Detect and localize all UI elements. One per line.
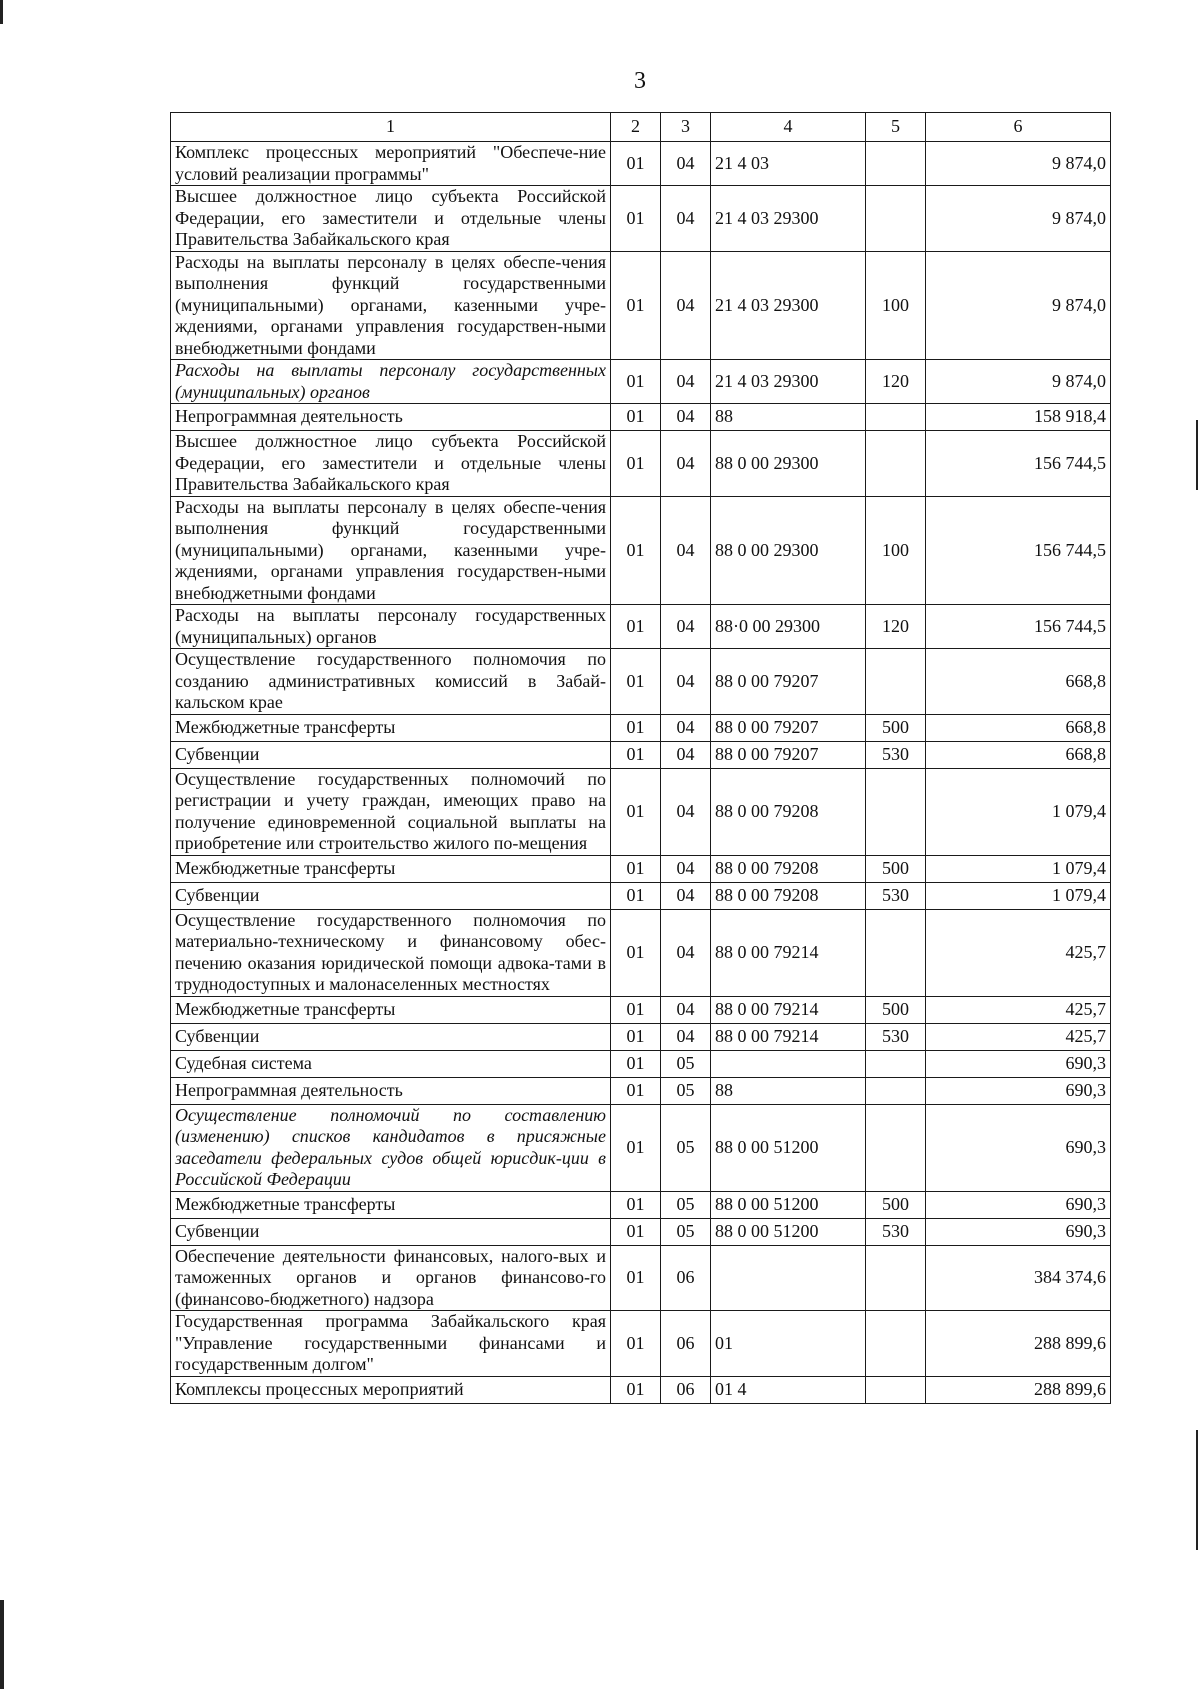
row-target-code-cell: 88 xyxy=(711,404,866,431)
row-target-code-cell: 88 0 00 79214 xyxy=(711,909,866,996)
row-target-code-cell: 88 0 00 79208 xyxy=(711,768,866,855)
table-row xyxy=(171,1311,1111,1377)
row-target-code-cell: 01 xyxy=(711,1311,866,1377)
row-amount-cell: 158 918,4 xyxy=(926,404,1111,431)
row-amount-cell: 690,3 xyxy=(926,1050,1111,1077)
row-subsection-cell: 04 xyxy=(661,1023,711,1050)
row-section-cell: 01 xyxy=(611,855,661,882)
row-expense-type-cell: 500 xyxy=(866,855,926,882)
table-row xyxy=(171,1023,1111,1050)
row-target-code-cell: 88 0 00 79207 xyxy=(711,741,866,768)
row-name-cell: Осуществление государственных полномочий по регистрации и учету граждан, имеющих право на получение единовременной социальной выплаты на приобретение или строительство жилого по-мещения xyxy=(171,768,611,855)
row-name-cell: Межбюджетные трансферты xyxy=(171,714,611,741)
row-amount-cell: 690,3 xyxy=(926,1191,1111,1218)
row-target-code-cell: 21 4 03 29300 xyxy=(711,186,866,252)
row-name-cell: Расходы на выплаты персоналу государственных (муниципальных) органов xyxy=(171,360,611,404)
row-expense-type-cell xyxy=(866,431,926,497)
row-target-code-cell: 88 xyxy=(711,1077,866,1104)
table-row xyxy=(171,882,1111,909)
row-expense-type-cell: 530 xyxy=(866,1218,926,1245)
table-row xyxy=(171,360,1111,404)
table-row xyxy=(171,741,1111,768)
row-subsection-cell: 05 xyxy=(661,1104,711,1191)
row-expense-type-cell xyxy=(866,186,926,252)
scan-edge-mark xyxy=(0,0,3,24)
row-subsection-cell: 04 xyxy=(661,142,711,186)
row-amount-cell: 690,3 xyxy=(926,1077,1111,1104)
row-name-cell: Расходы на выплаты персоналу государственных (муниципальных) органов xyxy=(171,605,611,649)
row-expense-type-cell: 530 xyxy=(866,741,926,768)
row-amount-cell: 156 744,5 xyxy=(926,605,1111,649)
scan-edge-mark xyxy=(0,1600,4,1689)
table-row xyxy=(171,1218,1111,1245)
row-name-cell: Субвенции xyxy=(171,741,611,768)
table-row xyxy=(171,142,1111,186)
budget-table xyxy=(170,112,1111,1404)
table-row xyxy=(171,1050,1111,1077)
row-target-code-cell: 88 0 00 79207 xyxy=(711,649,866,715)
row-amount-cell: 9 874,0 xyxy=(926,186,1111,252)
row-section-cell: 01 xyxy=(611,768,661,855)
row-subsection-cell: 04 xyxy=(661,741,711,768)
row-amount-cell: 668,8 xyxy=(926,649,1111,715)
table-row xyxy=(171,768,1111,855)
row-expense-type-cell: 500 xyxy=(866,996,926,1023)
row-subsection-cell: 06 xyxy=(661,1311,711,1377)
row-section-cell: 01 xyxy=(611,1077,661,1104)
row-name-cell: Межбюджетные трансферты xyxy=(171,855,611,882)
row-section-cell: 01 xyxy=(611,404,661,431)
header-col-1: 1 xyxy=(171,113,611,142)
row-section-cell: 01 xyxy=(611,1191,661,1218)
row-amount-cell: 156 744,5 xyxy=(926,431,1111,497)
row-section-cell: 01 xyxy=(611,882,661,909)
row-subsection-cell: 04 xyxy=(661,360,711,404)
row-expense-type-cell xyxy=(866,649,926,715)
scan-edge-mark xyxy=(1196,1430,1198,1550)
row-subsection-cell: 04 xyxy=(661,186,711,252)
table-row xyxy=(171,855,1111,882)
row-target-code-cell: 88 0 00 79207 xyxy=(711,714,866,741)
row-section-cell: 01 xyxy=(611,649,661,715)
row-amount-cell: 9 874,0 xyxy=(926,360,1111,404)
header-col-2: 2 xyxy=(611,113,661,142)
row-subsection-cell: 04 xyxy=(661,714,711,741)
row-name-cell: Обеспечение деятельности финансовых, налого-вых и таможенных органов и органов финансово-го (финансово-бюджетного) надзора xyxy=(171,1245,611,1311)
row-expense-type-cell xyxy=(866,1050,926,1077)
table-row xyxy=(171,404,1111,431)
row-section-cell: 01 xyxy=(611,1050,661,1077)
row-amount-cell: 425,7 xyxy=(926,996,1111,1023)
row-name-cell: Высшее должностное лицо субъекта Российской Федерации, его заместители и отдельные члены Правительства Забайкальского края xyxy=(171,186,611,252)
row-subsection-cell: 04 xyxy=(661,855,711,882)
row-name-text: Осуществление полномочий по составлению (изменению) списков кандидатов в присяжные заседатели федеральных судов общей юрисдик-ции в Российской Федерации xyxy=(175,1104,606,1189)
row-expense-type-cell xyxy=(866,1104,926,1191)
row-expense-type-cell: 530 xyxy=(866,882,926,909)
row-subsection-cell: 05 xyxy=(661,1050,711,1077)
row-expense-type-cell: 500 xyxy=(866,1191,926,1218)
scan-edge-mark xyxy=(1196,420,1198,490)
row-target-code-cell xyxy=(711,1245,866,1311)
row-name-cell: Субвенции xyxy=(171,882,611,909)
row-section-cell: 01 xyxy=(611,360,661,404)
row-section-cell: 01 xyxy=(611,605,661,649)
row-amount-cell: 384 374,6 xyxy=(926,1245,1111,1311)
row-expense-type-cell: 530 xyxy=(866,1023,926,1050)
row-expense-type-cell: 120 xyxy=(866,360,926,404)
row-expense-type-cell xyxy=(866,1077,926,1104)
row-section-cell: 01 xyxy=(611,251,661,360)
row-amount-cell: 668,8 xyxy=(926,714,1111,741)
row-section-cell: 01 xyxy=(611,1104,661,1191)
row-name-cell: Комплекс процессных мероприятий "Обеспече-ние условий реализации программы" xyxy=(171,142,611,186)
row-name-cell: Межбюджетные трансферты xyxy=(171,996,611,1023)
row-subsection-cell: 05 xyxy=(661,1218,711,1245)
row-subsection-cell: 04 xyxy=(661,768,711,855)
row-target-code-cell: 88·0 00 29300 xyxy=(711,605,866,649)
row-section-cell: 01 xyxy=(611,741,661,768)
row-subsection-cell: 04 xyxy=(661,649,711,715)
row-expense-type-cell xyxy=(866,909,926,996)
table-row xyxy=(171,996,1111,1023)
row-section-cell: 01 xyxy=(611,996,661,1023)
row-subsection-cell: 04 xyxy=(661,251,711,360)
row-subsection-cell: 05 xyxy=(661,1077,711,1104)
table-header-row xyxy=(171,113,1111,142)
table-row xyxy=(171,1191,1111,1218)
row-target-code-cell: 88 0 00 29300 xyxy=(711,496,866,605)
table-row xyxy=(171,714,1111,741)
row-subsection-cell: 04 xyxy=(661,605,711,649)
row-expense-type-cell xyxy=(866,1245,926,1311)
row-subsection-cell: 04 xyxy=(661,882,711,909)
row-target-code-cell: 88 0 00 51200 xyxy=(711,1218,866,1245)
row-amount-cell: 288 899,6 xyxy=(926,1311,1111,1377)
row-target-code-cell: 21 4 03 29300 xyxy=(711,251,866,360)
row-section-cell: 01 xyxy=(611,1376,661,1403)
row-expense-type-cell xyxy=(866,1376,926,1403)
row-name-cell: Непрограммная деятельность xyxy=(171,1077,611,1104)
table-row xyxy=(171,1245,1111,1311)
row-target-code-cell: 88 0 00 51200 xyxy=(711,1104,866,1191)
row-amount-cell: 1 079,4 xyxy=(926,855,1111,882)
row-name-cell: Расходы на выплаты персоналу в целях обеспе-чения выполнения функций государственными (муниципальными) органами, казенными учре-ждениями, органами управления государствен-ными внебюджетными фондами xyxy=(171,496,611,605)
row-section-cell: 01 xyxy=(611,1023,661,1050)
row-target-code-cell: 01 4 xyxy=(711,1376,866,1403)
row-target-code-cell: 88 0 00 79208 xyxy=(711,882,866,909)
table-row xyxy=(171,496,1111,605)
row-target-code-cell: 88 0 00 79214 xyxy=(711,996,866,1023)
row-name-cell: Расходы на выплаты персоналу в целях обеспе-чения выполнения функций государственными (муниципальными) органами, казенными учре-ждениями, органами управления государствен-ными внебюджетными фондами xyxy=(171,251,611,360)
row-expense-type-cell: 100 xyxy=(866,496,926,605)
row-subsection-cell: 04 xyxy=(661,496,711,605)
header-col-3: 3 xyxy=(661,113,711,142)
row-name-cell: Осуществление государственного полномочия по материально-техническому и финансовому обес-печению оказания юридической помощи адвока-тами в труднодоступных и малонаселенных местностях xyxy=(171,909,611,996)
row-amount-cell: 1 079,4 xyxy=(926,882,1111,909)
row-amount-cell: 690,3 xyxy=(926,1218,1111,1245)
table-row xyxy=(171,431,1111,497)
row-amount-cell: 690,3 xyxy=(926,1104,1111,1191)
row-section-cell: 01 xyxy=(611,496,661,605)
row-subsection-cell: 04 xyxy=(661,996,711,1023)
row-section-cell: 01 xyxy=(611,186,661,252)
table-row xyxy=(171,1077,1111,1104)
row-subsection-cell: 06 xyxy=(661,1245,711,1311)
row-name-cell xyxy=(171,1104,611,1191)
row-target-code-cell: 21 4 03 xyxy=(711,142,866,186)
row-section-cell: 01 xyxy=(611,431,661,497)
row-section-cell: 01 xyxy=(611,1311,661,1377)
header-col-6: 6 xyxy=(926,113,1111,142)
row-name-cell: Осуществление государственного полномочия по созданию административных комиссий в Забай-кальском крае xyxy=(171,649,611,715)
row-subsection-cell: 06 xyxy=(661,1376,711,1403)
header-col-4: 4 xyxy=(711,113,866,142)
row-name-cell: Комплексы процессных мероприятий xyxy=(171,1376,611,1403)
row-amount-cell: 9 874,0 xyxy=(926,142,1111,186)
table-row xyxy=(171,649,1111,715)
table-row xyxy=(171,1376,1111,1403)
row-amount-cell: 288 899,6 xyxy=(926,1376,1111,1403)
row-section-cell: 01 xyxy=(611,909,661,996)
table-body xyxy=(171,142,1111,1404)
row-target-code-cell: 88 0 00 79214 xyxy=(711,1023,866,1050)
row-subsection-cell: 04 xyxy=(661,909,711,996)
row-name-cell: Государственная программа Забайкальского края "Управление государственными финансами и государственным долгом" xyxy=(171,1311,611,1377)
row-subsection-cell: 04 xyxy=(661,404,711,431)
row-amount-cell: 1 079,4 xyxy=(926,768,1111,855)
row-amount-cell: 425,7 xyxy=(926,1023,1111,1050)
page-number: 3 xyxy=(634,68,646,94)
row-amount-cell: 9 874,0 xyxy=(926,251,1111,360)
row-name-cell: Субвенции xyxy=(171,1218,611,1245)
row-target-code-cell: 88 0 00 29300 xyxy=(711,431,866,497)
row-name-cell: Непрограммная деятельность xyxy=(171,404,611,431)
row-target-code-cell: 21 4 03 29300 xyxy=(711,360,866,404)
row-target-code-cell: 88 0 00 79208 xyxy=(711,855,866,882)
table-row xyxy=(171,186,1111,252)
row-amount-cell: 156 744,5 xyxy=(926,496,1111,605)
row-expense-type-cell xyxy=(866,1311,926,1377)
row-section-cell: 01 xyxy=(611,1245,661,1311)
table-row xyxy=(171,251,1111,360)
table-row xyxy=(171,909,1111,996)
row-expense-type-cell: 120 xyxy=(866,605,926,649)
row-section-cell: 01 xyxy=(611,1218,661,1245)
row-amount-cell: 425,7 xyxy=(926,909,1111,996)
row-section-cell: 01 xyxy=(611,714,661,741)
row-name-cell: Судебная система xyxy=(171,1050,611,1077)
row-target-code-cell: 88 0 00 51200 xyxy=(711,1191,866,1218)
table-row xyxy=(171,1104,1111,1191)
row-subsection-cell: 05 xyxy=(661,1191,711,1218)
row-section-cell: 01 xyxy=(611,142,661,186)
row-expense-type-cell: 500 xyxy=(866,714,926,741)
row-amount-cell: 668,8 xyxy=(926,741,1111,768)
row-target-code-cell xyxy=(711,1050,866,1077)
row-subsection-cell: 04 xyxy=(661,431,711,497)
row-expense-type-cell xyxy=(866,768,926,855)
row-expense-type-cell: 100 xyxy=(866,251,926,360)
row-name-cell: Субвенции xyxy=(171,1023,611,1050)
row-name-cell: Межбюджетные трансферты xyxy=(171,1191,611,1218)
table-row xyxy=(171,605,1111,649)
row-expense-type-cell xyxy=(866,142,926,186)
row-name-cell: Высшее должностное лицо субъекта Российской Федерации, его заместители и отдельные члены Правительства Забайкальского края xyxy=(171,431,611,497)
row-expense-type-cell xyxy=(866,404,926,431)
header-col-5: 5 xyxy=(866,113,926,142)
